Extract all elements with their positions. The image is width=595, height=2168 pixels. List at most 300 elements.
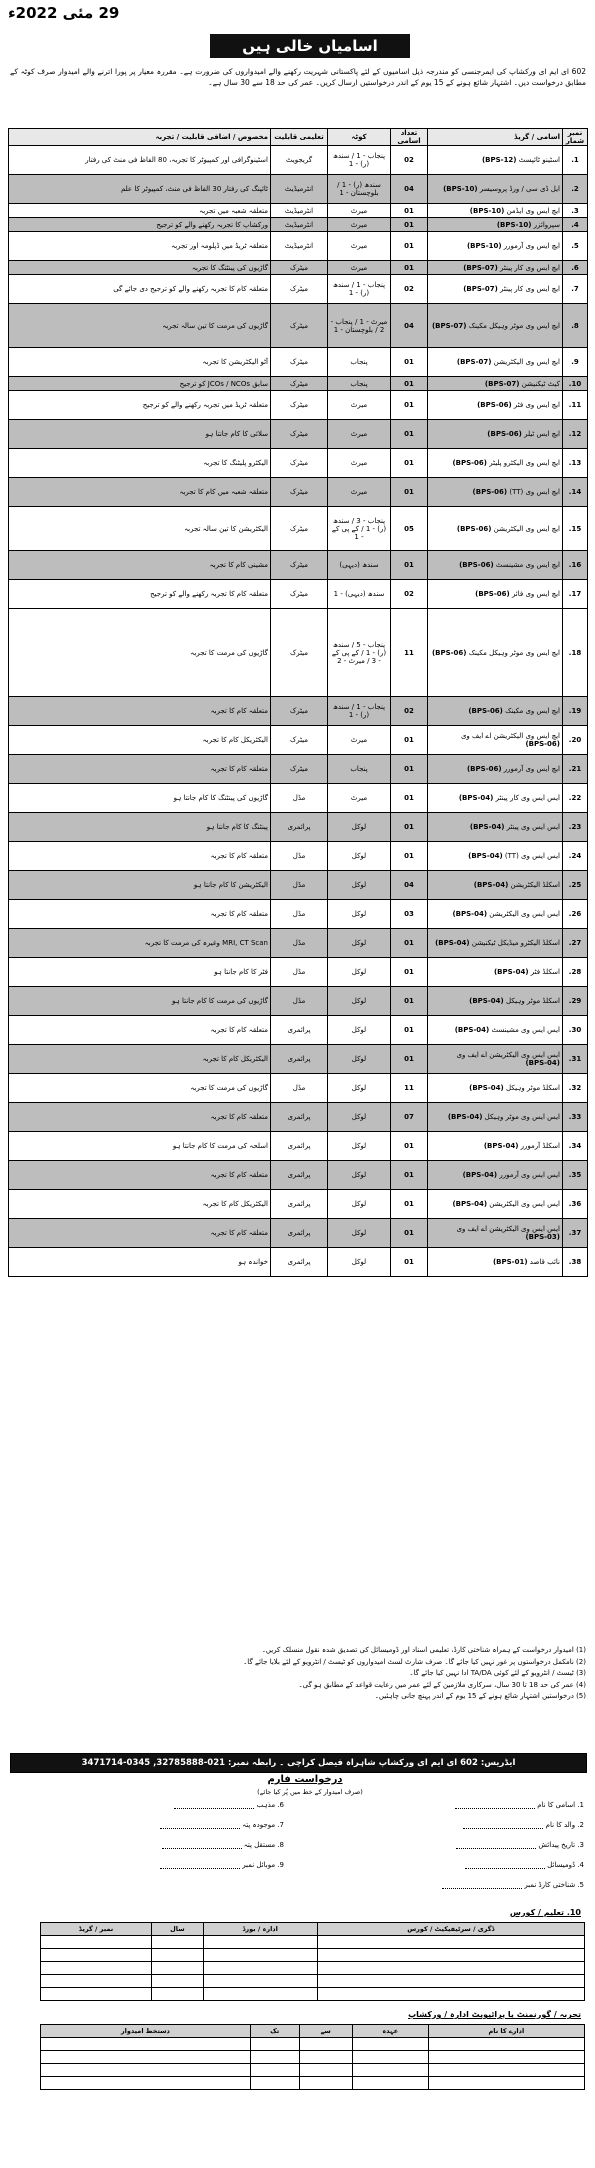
quota-cell: پنجاب [328,755,391,784]
qualification-cell: میٹرک [271,580,328,609]
form-field-input[interactable] [160,1820,240,1829]
post-name: ایچ ایس ٹیلر [524,430,560,438]
count-cell: 01 [391,1219,428,1248]
qualification-cell: پرائمری [271,1132,328,1161]
post-cell [428,1103,563,1132]
experience-cell: پینٹنگ کا کام جانتا ہو [9,813,271,842]
table-row [9,175,588,204]
table-header-row [9,129,588,146]
grid-row [41,2077,585,2090]
qualification-cell: میٹرک [271,551,328,580]
grid-cell[interactable] [151,1988,203,2001]
count-cell: 01 [391,478,428,507]
experience-cell: گاڑیوں کی مرمت کا تجربہ [9,609,271,697]
pay-scale: (BPS-06) [431,648,467,657]
sr-cell: 18. [563,609,588,697]
table-row [9,813,588,842]
experience-cell: اسٹینوگرافی اور کمپیوٹر کا تجربہ، 80 الفاظ فی منٹ کی رفتار [9,146,271,175]
form-field-input[interactable] [456,1840,536,1849]
sr-cell: 24. [563,842,588,871]
quota-cell: پنجاب [328,348,391,377]
sr-cell: 27. [563,929,588,958]
grid-cell[interactable] [203,1949,317,1962]
count-cell: 01 [391,813,428,842]
grid-header: عہدہ [352,2025,428,2038]
grid-cell[interactable] [151,1949,203,1962]
post-cell [428,1045,563,1074]
grid-cell[interactable] [428,2077,584,2090]
intro-paragraph: 602 ای ایم ای ورکشاپ کی ایمرجنسی کو مندرجہ ذیل اسامیوں کے لئے پاکستانی شہریت رکھنے والے امیدواروں کی ضرورت ہے۔ مقررہ معیار پر پورا اترنے والے امیدوار صرف کوٹہ کے مطابق درخواست دیں۔ اشتہار شائع ہونے کے 15 یوم کے اندر درخواستیں ارسال کریں۔ عمر کی حد 18 سے 30 سال ہے۔ [10,67,586,87]
post-cell [428,261,563,275]
grid-cell[interactable] [352,2077,428,2090]
post-name: ایس ایس وی الیکٹریشن اے ایف وی [456,1225,560,1233]
grid-cell[interactable] [317,1949,584,1962]
grid-cell[interactable] [203,1975,317,1988]
pay-scale: (BPS-06) [456,524,492,533]
experience-cell: متعلقہ کام کا تجربہ [9,697,271,726]
table-row [9,987,588,1016]
post-cell [428,1132,563,1161]
grid-cell[interactable] [151,1936,203,1949]
table-row [9,1190,588,1219]
grid-row [41,2038,585,2051]
experience-cell: گاڑیوں کی مرمت کا کام جانتا ہو [9,987,271,1016]
table-row [9,958,588,987]
table-row [9,1103,588,1132]
sr-cell: 16. [563,551,588,580]
grid-header: ادارے کا نام [428,2025,584,2038]
quota-cell: لوکل [328,1248,391,1277]
note-item: (3) ٹیسٹ / انٹرویو کے لئے کوئی TA/DA ادا نہیں کیا جائے گا۔ [409,1669,586,1677]
form-field-label: 7. موجودہ پتہ [242,1821,284,1829]
sr-cell: 36. [563,1190,588,1219]
table-row [9,232,588,261]
post-name: ایچ ایس وی الیکٹرو پلیٹر [489,459,560,467]
grid-cell[interactable] [352,2051,428,2064]
table-row [9,1161,588,1190]
form-field[interactable] [174,1800,284,1811]
form-subtitle: (صرف امیدوار کے خط میں پُر کیا جائے) [257,1788,363,1796]
sr-cell: 2. [563,175,588,204]
experience-cell: متعلقہ ٹریڈ میں تجربہ رکھنے والے کو ترجیح [9,391,271,420]
post-cell [428,609,563,697]
table-row [9,478,588,507]
table-row [9,871,588,900]
quota-cell: پنجاب - 1 / سندھ (ر) - 1 [328,146,391,175]
grid-cell[interactable] [299,2064,352,2077]
grid-header: نمبر / گریڈ [41,1923,152,1936]
quota-cell: میرٹ [328,784,391,813]
qualification-cell: پرائمری [271,1016,328,1045]
count-cell: 01 [391,958,428,987]
post-cell [428,929,563,958]
table-row [9,449,588,478]
pay-scale: (BPS-04) [525,1059,560,1067]
quota-cell: میرٹ [328,726,391,755]
table-row [9,348,588,377]
qualification-cell: مڈل [271,987,328,1016]
experience-cell: MRI, CT Scan وغیرہ کی مرمت کا تجربہ [9,929,271,958]
post-cell [428,987,563,1016]
post-name: ایس ایس وی الیکٹریشن اے ایف وی [456,1051,560,1059]
grid-cell[interactable] [41,1962,152,1975]
form-field[interactable] [162,1840,285,1851]
grid-cell[interactable] [203,1936,317,1949]
col-quota: کوٹہ [328,129,391,146]
sr-cell: 17. [563,580,588,609]
quota-cell: لوکل [328,871,391,900]
experience-cell: متعلقہ کام کا تجربہ [9,1161,271,1190]
post-name: اسکلڈ موٹر وہیکل [505,997,560,1005]
post-cell [428,813,563,842]
post-cell [428,958,563,987]
pay-scale: (BPS-10) [443,185,478,193]
post-cell [428,478,563,507]
form-field[interactable] [463,1820,584,1831]
quota-cell: سندھ (ر) - 1 / بلوچستان - 1 [328,175,391,204]
grid-cell[interactable] [203,1988,317,2001]
sr-cell: 3. [563,204,588,218]
grid-cell[interactable] [352,2064,428,2077]
pay-scale: (BPS-06) [452,459,487,467]
post-cell [428,275,563,304]
grid-cell[interactable] [299,2038,352,2051]
qualification-cell: میٹرک [271,449,328,478]
sr-cell: 20. [563,726,588,755]
grid-cell[interactable] [428,2051,584,2064]
qualification-cell: مڈل [271,958,328,987]
grid-header: سے [299,2025,352,2038]
quota-cell: لوکل [328,842,391,871]
grid-cell[interactable] [428,2064,584,2077]
grid-cell[interactable] [317,1936,584,1949]
education-title: 10. تعلیم / کورس [509,1908,581,1917]
grid-header: ڈگری / سرٹیفیکیٹ / کورس [317,1923,584,1936]
experience-cell: مشینی کام کا تجربہ [9,551,271,580]
note-item: (2) نامکمل درخواستوں پر غور نہیں کیا جائے گا۔ صرف شارٹ لسٹ امیدواروں کو ٹیسٹ / انٹرویو کے لئے بلایا جائے گا۔ [243,1657,586,1666]
quota-cell: میرٹ [328,478,391,507]
post-name: اسٹینو ٹائپسٹ [518,156,560,164]
form-field-label: 6. مذہب [256,1801,284,1809]
notes-section [10,1645,586,1703]
qualification-cell: میٹرک [271,391,328,420]
post-cell [428,1219,563,1248]
quota-cell: میرٹ [328,391,391,420]
grid-cell[interactable] [428,2038,584,2051]
pay-scale: (BPS-04) [462,1171,498,1179]
experience-cell: متعلقہ کام کا تجربہ [9,1219,271,1248]
grid-cell[interactable] [151,1975,203,1988]
experience-cell: اسلحہ کی مرمت کا کام جانتا ہو [9,1132,271,1161]
form-field[interactable] [455,1800,584,1811]
grid-row [41,1975,585,1988]
table-row [9,391,588,420]
table-row [9,929,588,958]
form-field-input[interactable] [162,1840,242,1849]
experience-title: تجربہ / گورنمنٹ یا پرائیویٹ ادارہ / ورکشاپ [408,2010,581,2019]
form-field-input[interactable] [463,1820,543,1829]
experience-cell: متعلقہ ٹریڈ میں ڈپلومہ اور تجربہ [9,232,271,261]
grid-header: تک [250,2025,299,2038]
sr-cell: 5. [563,232,588,261]
pay-scale: (BPS-06) [468,707,503,715]
quota-cell: لوکل [328,1074,391,1103]
quota-cell: لوکل [328,987,391,1016]
count-cell: 01 [391,261,428,275]
table-row [9,304,588,348]
pay-scale: (BPS-12) [481,156,517,164]
post-cell [428,871,563,900]
count-cell: 02 [391,697,428,726]
grid-cell[interactable] [41,1949,152,1962]
quota-cell: میرٹ [328,218,391,232]
post-name: ایس ایس وی الیکٹریشن [489,1200,560,1208]
count-cell: 05 [391,507,428,551]
count-cell: 01 [391,204,428,218]
post-name: ایچ ایس وی الیکٹریشن [493,524,560,533]
post-cell [428,507,563,551]
note-item: (5) درخواستیں اشتہار شائع ہونے کے 15 یوم کے اندر پہنچ جانی چاہئیں۔ [374,1692,586,1700]
table-row [9,218,588,232]
sr-cell: 28. [563,958,588,987]
post-cell [428,697,563,726]
count-cell: 04 [391,871,428,900]
table-row [9,261,588,275]
pay-scale: (BPS-04) [447,1113,483,1121]
post-cell [428,1016,563,1045]
grid-cell[interactable] [250,2051,299,2064]
qualification-cell: میٹرک [271,697,328,726]
note-item: (1) امیدوار درخواست کے ہمراہ شناختی کارڈ، تعلیمی اسناد اور ڈومیسائل کی تصدیق شدہ نقول منسلک کریں۔ [261,1646,586,1654]
pay-scale: (BPS-06) [477,401,512,409]
form-field[interactable] [160,1860,284,1871]
quota-cell: لوکل [328,1219,391,1248]
grid-header: سال [151,1923,203,1936]
post-cell [428,391,563,420]
col-qualification: تعلیمی قابلیت [271,129,328,146]
qualification-cell: مڈل [271,900,328,929]
form-field-input[interactable] [442,1880,522,1889]
grid-cell[interactable] [250,2064,299,2077]
form-field-label: 9. موبائل نمبر [242,1861,284,1869]
experience-cell: متعلقہ کام کا تجربہ [9,900,271,929]
table-row [9,755,588,784]
post-name: اسکلڈ الیکٹرو میڈیکل ٹیکنیشن [471,939,560,947]
post-cell [428,175,563,204]
grid-row [41,1949,585,1962]
qualification-cell: میٹرک [271,609,328,697]
grid-cell[interactable] [41,2077,251,2090]
grid-row [41,1988,585,2001]
qualification-cell: پرائمری [271,1103,328,1132]
table-row [9,377,588,391]
qualification-cell: گریجویٹ [271,146,328,175]
sr-cell: 1. [563,146,588,175]
table-row [9,784,588,813]
count-cell: 02 [391,580,428,609]
post-name: ایچ ایس وی کار پینٹر [500,285,560,293]
grid-cell[interactable] [317,1962,584,1975]
post-name: ایچ ایس وی الیکٹریشن اے ایف وی [460,732,560,740]
pay-scale: (BPS-07) [431,321,467,330]
table-row [9,420,588,449]
post-name: ایس ایس وی کار پینٹر [495,794,560,802]
form-title: درخواست فارم [267,1774,343,1785]
address-bar: ایڈریس: 602 ای ایم ای ورکشاپ شاہراہ فیصل کراچی ۔ رابطہ نمبر: 021-32785888, 0345-3471714 [10,1753,587,1773]
count-cell: 01 [391,726,428,755]
form-field-label: 5. شناختی کارڈ نمبر [524,1881,584,1889]
pay-scale: (BPS-04) [458,794,494,802]
sr-cell: 12. [563,420,588,449]
experience-cell: متعلقہ کام کا تجربہ رکھنے والے کو ترجیح [9,580,271,609]
post-cell [428,900,563,929]
sr-cell: 30. [563,1016,588,1045]
post-name: ایچ ایس وی مشینسٹ [495,561,560,569]
pay-scale: (BPS-07) [463,285,498,293]
vacancies-table [8,128,588,1277]
pay-scale: (BPS-06) [525,740,560,748]
quota-cell: میرٹ [328,232,391,261]
quota-cell: سندھ (دیہی) - 1 [328,580,391,609]
pay-scale: (BPS-04) [469,823,505,831]
grid-cell[interactable] [203,1962,317,1975]
table-row [9,726,588,755]
experience-cell: الیکٹریکل کام کا تجربہ [9,1045,271,1074]
count-cell: 01 [391,377,428,391]
quota-cell: میرٹ [328,420,391,449]
grid-cell[interactable] [151,1962,203,1975]
post-name: ایس ایس وی مشینسٹ [491,1026,560,1034]
post-name: ایچ ایس وی ایڈمن [506,206,560,215]
post-cell [428,218,563,232]
grid-cell[interactable] [299,2077,352,2090]
pay-scale: (BPS-06) [466,765,502,773]
post-cell [428,755,563,784]
grid-cell[interactable] [250,2077,299,2090]
post-name: سپروائزر [533,220,560,229]
grid-cell[interactable] [41,2038,251,2051]
grid-cell[interactable] [41,2051,251,2064]
table-row [9,1219,588,1248]
experience-cell: سلائی کا کام جانتا ہو [9,420,271,449]
sr-cell: 34. [563,1132,588,1161]
experience-cell: الیکٹریکل کام کا تجربہ [9,1190,271,1219]
form-field[interactable] [465,1860,584,1871]
quota-cell: لوکل [328,929,391,958]
experience-cell: سابق JCOs / NCOs کو ترجیح [9,377,271,391]
grid-cell[interactable] [250,2038,299,2051]
form-field-input[interactable] [174,1800,254,1809]
post-cell [428,580,563,609]
pay-scale: (BPS-10) [469,206,505,215]
qualification-cell: مڈل [271,784,328,813]
sr-cell: 35. [563,1161,588,1190]
education-table [40,1922,585,2001]
quota-cell: لوکل [328,1103,391,1132]
sr-cell: 25. [563,871,588,900]
count-cell: 01 [391,391,428,420]
grid-row [41,2051,585,2064]
post-name: ایس ایس وی (TT) [504,852,560,860]
quota-cell: پنجاب - 5 / سندھ (ر) - 1 / کے پی کے - 3 / میرٹ - 2 [328,609,391,697]
count-cell: 01 [391,1016,428,1045]
count-cell: 01 [391,1161,428,1190]
sr-cell: 7. [563,275,588,304]
qualification-cell: پرائمری [271,1045,328,1074]
experience-cell: فٹر کا کام جانتا ہو [9,958,271,987]
form-field-input[interactable] [160,1860,240,1869]
post-name: ایس ایس وی موٹر وہیکل [484,1113,560,1121]
quota-cell: لوکل [328,900,391,929]
form-field[interactable] [442,1880,584,1891]
quota-cell: میرٹ [328,449,391,478]
form-field[interactable] [456,1840,584,1851]
qualification-cell: مڈل [271,871,328,900]
quota-cell: لوکل [328,1045,391,1074]
count-cell: 01 [391,987,428,1016]
sr-cell: 37. [563,1219,588,1248]
experience-cell: ورکشاپ کا تجربہ رکھنے والے کو ترجیح [9,218,271,232]
sr-cell: 15. [563,507,588,551]
pay-scale: (BPS-04) [493,968,529,976]
post-cell [428,842,563,871]
pay-scale: (BPS-04) [468,852,503,860]
grid-cell[interactable] [317,1975,584,1988]
form-field[interactable] [160,1820,284,1831]
experience-cell: گاڑیوں کی پینٹنگ کا تجربہ [9,261,271,275]
grid-cell[interactable] [41,1936,152,1949]
table-row [9,1016,588,1045]
count-cell: 01 [391,551,428,580]
qualification-cell: میٹرک [271,304,328,348]
experience-cell: متعلقہ کام کا تجربہ [9,755,271,784]
qualification-cell: انٹرمیڈیٹ [271,218,328,232]
table-row [9,1132,588,1161]
experience-cell: متعلقہ کام کا تجربہ [9,1016,271,1045]
qualification-cell: میٹرک [271,755,328,784]
count-cell: 04 [391,175,428,204]
grid-header: دستخط امیدوار [41,2025,251,2038]
grid-cell[interactable] [41,2064,251,2077]
grid-cell[interactable] [41,1988,152,2001]
grid-cell[interactable] [317,1988,584,2001]
form-field-input[interactable] [465,1860,545,1869]
grid-cell[interactable] [41,1975,152,1988]
qualification-cell: پرائمری [271,1161,328,1190]
count-cell: 01 [391,348,428,377]
grid-cell[interactable] [299,2051,352,2064]
pay-scale: (BPS-06) [459,561,494,569]
grid-cell[interactable] [352,2038,428,2051]
table-row [9,146,588,175]
count-cell: 01 [391,1132,428,1161]
vacancies-banner: اسامیاں خالی ہیں [210,34,410,58]
quota-cell: لوکل [328,813,391,842]
post-name: ایچ ایس وی آرمورر [503,242,560,250]
post-cell [428,1190,563,1219]
post-cell [428,304,563,348]
form-field-input[interactable] [455,1800,535,1809]
quota-cell: پنجاب - 1 / سندھ (ر) - 1 [328,697,391,726]
qualification-cell: انٹرمیڈیٹ [271,232,328,261]
post-name: نائب قاصد [529,1258,560,1266]
count-cell: 01 [391,1045,428,1074]
quota-cell: لوکل [328,1132,391,1161]
pay-scale: (BPS-10) [466,242,502,250]
post-cell [428,204,563,218]
post-cell [428,726,563,755]
post-cell [428,449,563,478]
